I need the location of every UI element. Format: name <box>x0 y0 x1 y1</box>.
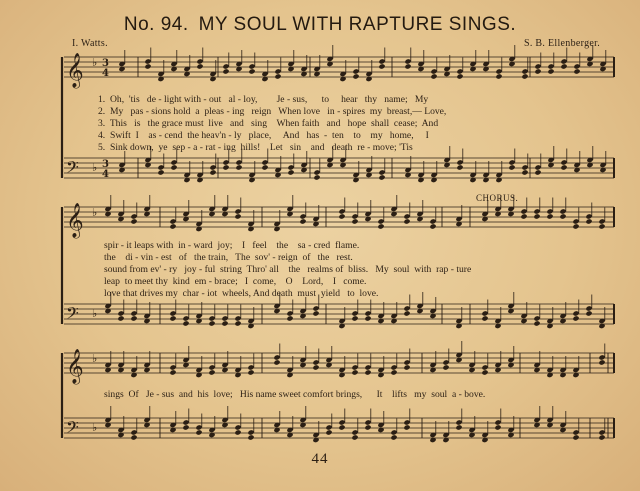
note-head <box>364 315 371 321</box>
note-head <box>222 164 229 170</box>
note-head <box>521 73 528 79</box>
note-head <box>169 315 176 321</box>
note-head <box>117 315 124 321</box>
note-head <box>182 424 189 430</box>
verse-5-line-1: 5. Sink down, ye sep - a - rat - ing hills! Let sin and death re - move; 'Tis <box>98 142 413 153</box>
note-head <box>287 169 294 175</box>
note-head <box>196 63 203 69</box>
note-head <box>495 73 502 79</box>
verse-1-line-2: spir - it leaps with in - ward joy; I feel the sa - cred flame. <box>104 240 360 251</box>
note-head <box>455 424 462 430</box>
note-head <box>248 68 255 74</box>
note-head <box>585 218 592 224</box>
bass-clef: 𝄢 <box>66 157 79 181</box>
note-head <box>456 164 463 170</box>
note-head <box>481 369 488 375</box>
note-head <box>404 63 411 69</box>
note-head <box>378 174 385 180</box>
note-head <box>351 218 358 224</box>
note-head <box>325 429 332 435</box>
verse-2-line-2: the di - vin - est of the train, The sov' - reign of the rest. <box>104 252 353 263</box>
note-head <box>182 320 189 326</box>
key-signature-flat: ♭ <box>92 206 98 219</box>
note-head <box>560 164 567 170</box>
note-head <box>598 434 605 440</box>
bass-clef: 𝄢 <box>66 417 79 441</box>
note-head <box>456 73 463 79</box>
note-head <box>429 223 436 229</box>
note-head <box>572 434 579 440</box>
note-head <box>313 174 320 180</box>
note-head <box>351 315 358 321</box>
note-head <box>352 73 359 79</box>
key-signature-flat: ♭ <box>92 307 98 320</box>
key-signature-flat: ♭ <box>92 161 98 174</box>
note-head <box>585 310 592 316</box>
note-head <box>508 164 515 170</box>
note-head <box>338 213 345 219</box>
note-head <box>403 218 410 224</box>
note-head <box>430 73 437 79</box>
note-head <box>378 63 385 69</box>
note-head <box>377 223 384 229</box>
note-head <box>442 364 449 370</box>
note-head <box>157 169 164 175</box>
bass-clef: 𝄢 <box>66 303 79 327</box>
chorus-lyric: sings Of Je - sus and his love; His name sweet comfort brings, It lifts my soul a - bove. <box>104 389 486 400</box>
verse-3-line-1: 3. This is the grace must live and sing When faith and hope shall cease; And <box>98 118 439 129</box>
note-head <box>573 68 580 74</box>
note-head <box>170 164 177 170</box>
note-head <box>222 68 229 74</box>
note-head <box>130 315 137 321</box>
note-head <box>130 218 137 224</box>
note-head <box>534 169 541 175</box>
note-head <box>169 369 176 375</box>
note-head <box>273 359 280 365</box>
time-signature-bottom: 4 <box>102 68 109 79</box>
note-head <box>521 169 528 175</box>
note-head <box>481 315 488 321</box>
hymn-name: MY SOUL WITH RAPTURE SINGS. <box>198 14 517 35</box>
note-head <box>208 369 215 375</box>
note-head <box>299 218 306 224</box>
time-signature-top: 3 <box>102 159 109 170</box>
note-head <box>234 429 241 435</box>
note-head <box>364 424 371 430</box>
composer-credit: S. B. Ellenberger. <box>523 38 600 49</box>
note-head <box>598 359 605 365</box>
note-head <box>547 68 554 74</box>
treble-clef: 𝄞 <box>66 53 84 88</box>
note-head <box>195 429 202 435</box>
verse-5-line-2: love that drives my char - iot wheels, And death must yield to love. <box>104 288 379 299</box>
note-head <box>312 310 319 316</box>
note-head <box>364 369 371 375</box>
note-head <box>247 369 254 375</box>
verse-2-line-1: 2. My pas - sions hold a pleas - ing reign When love in - spires my breast,— Love, <box>98 106 447 117</box>
note-head <box>533 213 540 219</box>
note-head <box>286 315 293 321</box>
note-head <box>351 369 358 375</box>
note-head <box>598 223 605 229</box>
note-head <box>559 213 566 219</box>
note-head <box>221 320 228 326</box>
note-head <box>144 63 151 69</box>
verse-4-line-1: 4. Swift I as - cend the heav'n - ly place, And has - ten to my home, I <box>98 130 429 141</box>
hymn-number: No. 94. <box>123 14 189 35</box>
note-head <box>533 320 540 326</box>
note-head <box>560 63 567 69</box>
key-signature-flat: ♭ <box>92 421 98 434</box>
key-signature-flat: ♭ <box>92 352 98 365</box>
lyricist-credit: I. Watts. <box>72 38 108 49</box>
note-head <box>520 213 527 219</box>
time-signature-top: 3 <box>102 58 109 69</box>
note-head <box>390 369 397 375</box>
note-head <box>494 424 501 430</box>
note-head <box>274 73 281 79</box>
note-head <box>312 364 319 370</box>
note-head <box>403 424 410 430</box>
verse-4-line-2: leap to meet thy kind em - brace; I come, O Lord, I come. <box>104 276 367 287</box>
note-head <box>390 434 397 440</box>
note-head <box>338 424 345 430</box>
note-head <box>169 223 176 229</box>
time-signature-bottom: 4 <box>102 169 109 180</box>
note-head <box>534 68 541 74</box>
verse-3-line-2: sound from ev' - ry joy - ful string Thro' all the realms of bliss. My soul with rap - ture <box>104 264 472 275</box>
note-head <box>130 434 137 440</box>
page-number: 44 <box>311 451 329 467</box>
chorus-label: CHORUS. <box>476 193 519 203</box>
treble-clef: 𝄞 <box>66 203 84 238</box>
note-head <box>351 434 358 440</box>
verse-1-line-1: 1. Oh, 'tis de - light with - out al - loy, Je - sus, to hear thy name; My <box>98 94 429 105</box>
note-head <box>247 434 254 440</box>
note-head <box>208 320 215 326</box>
note-head <box>572 315 579 321</box>
note-head <box>546 213 553 219</box>
note-head <box>403 310 410 316</box>
key-signature-flat: ♭ <box>92 56 98 69</box>
treble-clef: 𝄞 <box>66 349 84 384</box>
note-head <box>209 169 216 175</box>
note-head <box>234 213 241 219</box>
note-head <box>234 320 241 326</box>
note-head <box>261 164 268 170</box>
note-head <box>572 223 579 229</box>
note-head <box>403 364 410 370</box>
note-head <box>235 164 242 170</box>
